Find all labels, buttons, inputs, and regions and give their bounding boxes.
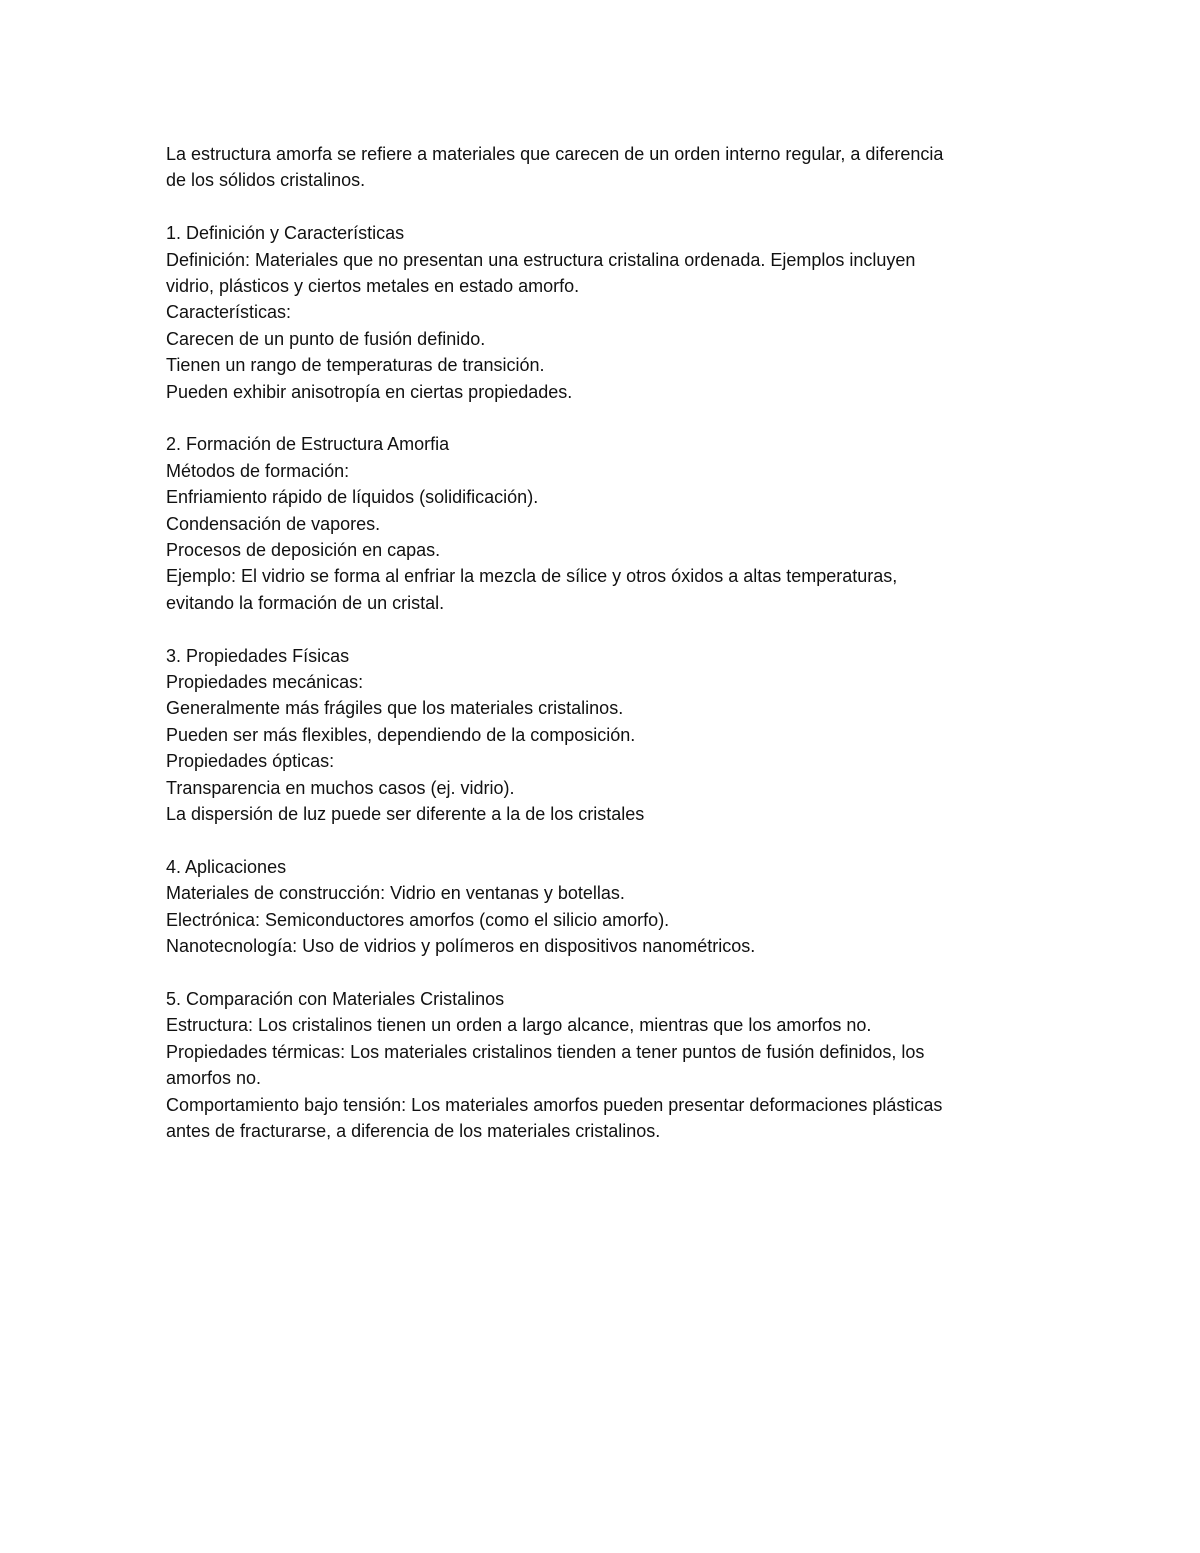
section-definicion (166, 220, 1046, 405)
section-line: Definición: Materiales que no presentan una estructura cristalina ordenada. Ejemplos incluyen (166, 249, 916, 270)
section-aplicaciones (166, 854, 1046, 960)
section-line: Características: (166, 302, 292, 323)
section-line: Condensación de vapores. (166, 513, 381, 534)
section-line: Pueden exhibir anisotropía en ciertas propiedades. (166, 381, 573, 402)
section-heading: 1. Definición y Características (166, 223, 405, 244)
section-line: Propiedades mecánicas: (166, 672, 364, 693)
document-body (166, 141, 1046, 1144)
intro-line: La estructura amorfa se refiere a materiales que carecen de un orden interno regular, a diferencia (166, 144, 944, 164)
section-line: Procesos de deposición en capas. (166, 540, 441, 561)
section-line: Pueden ser más flexibles, dependiendo de la composición. (166, 724, 636, 745)
section-heading: 4. Aplicaciones (166, 856, 287, 877)
section-line: Electrónica: Semiconductores amorfos (como el silicio amorfo). (166, 909, 670, 930)
section-line: Tienen un rango de temperaturas de transición. (166, 355, 545, 376)
section-line: amorfos no. (166, 1068, 262, 1089)
section-heading: 3. Propiedades Físicas (166, 645, 350, 666)
paragraph-gap (166, 194, 1046, 220)
section-line: Comportamiento bajo tensión: Los materiales amorfos pueden presentar deformaciones plásticas (166, 1094, 943, 1115)
section-line: Métodos de formación: (166, 460, 350, 481)
paragraph-gap (166, 405, 1046, 431)
section-formacion (166, 431, 1046, 616)
section-line: Estructura: Los cristalinos tienen un orden a largo alcance, mientras que los amorfos no. (166, 1015, 872, 1036)
section-line: Nanotecnología: Uso de vidrios y polímeros en dispositivos nanométricos. (166, 936, 756, 957)
section-line: evitando la formación de un cristal. (166, 592, 445, 613)
paragraph-gap (166, 828, 1046, 854)
intro-line: de los sólidos cristalinos. (166, 170, 366, 191)
section-line: Propiedades térmicas: Los materiales cristalinos tienden a tener puntos de fusión definidos, los (166, 1041, 925, 1062)
section-line: Ejemplo: El vidrio se forma al enfriar la mezcla de sílice y otros óxidos a altas temperaturas, (166, 566, 898, 587)
section-line: Propiedades ópticas: (166, 751, 335, 772)
section-line: Enfriamiento rápido de líquidos (solidificación). (166, 487, 539, 508)
section-comparacion (166, 986, 1046, 1144)
section-heading: 5. Comparación con Materiales Cristalinos (166, 988, 505, 1009)
intro-paragraph (166, 141, 1046, 194)
section-propiedades (166, 643, 1046, 828)
paragraph-gap (166, 960, 1046, 986)
section-line: Transparencia en muchos casos (ej. vidrio). (166, 777, 515, 798)
section-line: Materiales de construcción: Vidrio en ventanas y botellas. (166, 883, 625, 904)
section-line: antes de fracturarse, a diferencia de los materiales cristalinos. (166, 1120, 661, 1141)
section-line: Carecen de un punto de fusión definido. (166, 328, 486, 349)
paragraph-gap (166, 616, 1046, 642)
section-line: vidrio, plásticos y ciertos metales en estado amorfo. (166, 276, 580, 297)
section-heading: 2. Formación de Estructura Amorfia (166, 434, 450, 455)
section-line: Generalmente más frágiles que los materiales cristalinos. (166, 698, 624, 719)
section-line: La dispersión de luz puede ser diferente a la de los cristales (166, 804, 645, 825)
